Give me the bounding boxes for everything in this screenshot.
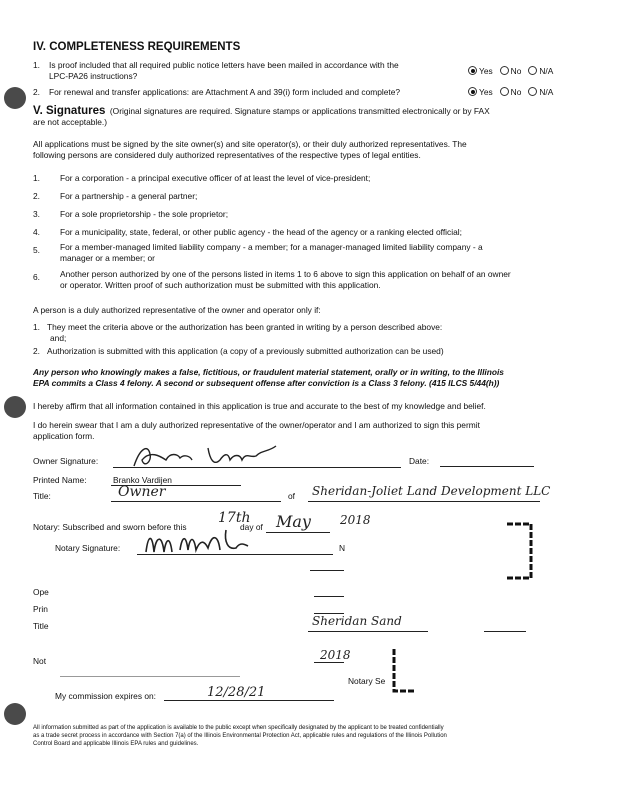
question-2-options	[468, 87, 553, 98]
q1-yes-label: Yes	[479, 66, 493, 76]
owner-signature	[130, 440, 280, 472]
question-1-text: Is proof included that all required public notice letters have been mailed in accordance with the	[49, 60, 399, 70]
list-item: For a sole proprietorship - the sole proprietor;	[60, 209, 229, 219]
footer-line: as a trade secret process in accordance with Section 7(a) of the Illinois Environmental Protection Act, applicable rules and regulations of the Illinois Pollution	[33, 733, 447, 739]
rep-item-number: 2.	[33, 346, 40, 356]
q1-yes-radio[interactable]	[468, 66, 477, 75]
list-item-number: 3.	[33, 209, 40, 219]
rep-item-number: 1.	[33, 322, 40, 332]
question-1-number: 1.	[33, 60, 40, 70]
operator-company-line-end[interactable]	[484, 631, 526, 632]
rep-item: Authorization is submitted with this application (a copy of a previously submitted authorization can be used)	[47, 346, 444, 356]
notary-2-year-value: 2018	[320, 648, 351, 662]
intro-text-2: following persons are considered duly authorized representatives of the respective types of legal entities.	[33, 150, 421, 160]
date-line[interactable]	[440, 466, 534, 467]
q1-na-radio[interactable]	[528, 66, 537, 75]
notary-signature	[140, 522, 270, 562]
printed-name-label: Printed Name:	[33, 475, 87, 485]
commission-line[interactable]	[164, 700, 334, 701]
q1-no-radio[interactable]	[500, 66, 509, 75]
felony-warning-2: EPA commits a Class 4 felony. A second or subsequent offense after conviction is a Class 3 felony. (415 ILCS 5/44(h))	[33, 378, 500, 388]
question-2-number: 2.	[33, 87, 40, 97]
list-item-number: 2.	[33, 191, 40, 201]
title-label: Title:	[33, 491, 51, 501]
list-item-cont: manager or a member; or	[60, 253, 155, 263]
operator-title-fragment: Title	[33, 621, 49, 631]
printed-fragment: Prin	[33, 604, 48, 614]
notary-seal-fragment: Notary Se	[348, 676, 386, 686]
footer	[33, 724, 447, 748]
section-5-note: (Original signatures are required. Signature stamps or applications transmitted electronically or by FAX	[109, 106, 490, 116]
notary-2-year-line[interactable]	[314, 662, 344, 663]
commission-label: My commission expires on:	[55, 691, 156, 701]
operator-fragment: Ope	[33, 587, 49, 597]
punch-hole	[4, 703, 26, 725]
list-item-number: 4.	[33, 227, 40, 237]
list-item: For a corporation - a principal executive officer of at least the level of vice-president;	[60, 173, 371, 183]
notary-seal-border	[505, 520, 535, 582]
list-item-number: 5.	[33, 245, 40, 255]
swear-statement: I do herein swear that I am a duly authorized representative of the owner/operator and I am authorized to sign this permit	[33, 420, 480, 430]
q2-no-label: No	[510, 87, 522, 97]
notary-day-of-label: day of	[240, 522, 263, 532]
intro-text: All applications must be signed by the site owner(s) and site operator(s), or their duly authorized representatives. The	[33, 139, 467, 149]
printed-name-value: Branko Vardijen	[113, 475, 172, 485]
owner-signature-label: Owner Signature:	[33, 456, 99, 466]
title-line[interactable]	[111, 501, 281, 502]
footer-line: All information submitted as part of the application is available to the public except when specifically designated by the applicant to be treated confidentially	[33, 725, 444, 731]
notary-month-line[interactable]	[266, 532, 330, 533]
q2-yes-label: Yes	[479, 87, 493, 97]
footer-line: Control Board and applicable Illinois EPA rules and guidelines.	[33, 741, 199, 747]
affirm-statement: I hereby affirm that all information contained in this application is true and accurate to the best of my knowledge and belief.	[33, 401, 486, 411]
operator-company-value: Sheridan Sand	[312, 614, 402, 628]
section-4-title: IV. COMPLETENESS REQUIREMENTS	[33, 41, 241, 53]
list-item: Another person authorized by one of the persons listed in items 1 to 6 above to sign this application on behalf of an owner	[60, 269, 511, 279]
rep-item-cont: and;	[50, 333, 67, 343]
felony-warning: Any person who knowingly makes a false, fictitious, or fraudulent material statement, orally or in writing, to the Illinois	[33, 367, 504, 377]
list-item-number: 6.	[33, 272, 40, 282]
section-5-note-2: are not acceptable.)	[33, 117, 108, 127]
rep-intro: A person is a duly authorized representative of the owner and operator only if:	[33, 305, 321, 315]
notary-signature-label: Notary Signature:	[55, 543, 121, 553]
list-item-number: 1.	[33, 173, 40, 183]
q2-yes-radio[interactable]	[468, 87, 477, 96]
title-value: Owner	[118, 484, 166, 500]
overlapping-scan-artifact	[60, 676, 240, 689]
q2-na-radio[interactable]	[528, 87, 537, 96]
q2-na-label: N/A	[539, 87, 554, 97]
punch-hole	[4, 87, 26, 109]
section-5-title: V. Signatures	[33, 105, 106, 117]
notary-month-value: May	[276, 512, 311, 531]
list-item: For a member-managed limited liability company - a member; for a manager-managed limited liability company - a	[60, 242, 483, 252]
operator-line[interactable]	[310, 570, 344, 571]
q2-no-radio[interactable]	[500, 87, 509, 96]
company-line[interactable]	[308, 501, 540, 502]
notary-day-value: 17th	[218, 510, 251, 526]
notary-2-fragment: Not	[33, 656, 47, 666]
notary-2-seal-border	[390, 645, 420, 695]
notary-signature-line[interactable]	[137, 554, 333, 555]
q1-na-label: N/A	[539, 66, 554, 76]
date-label: Date:	[409, 456, 430, 466]
swear-statement-2: application form.	[33, 431, 95, 441]
commission-value: 12/28/21	[207, 685, 266, 700]
q1-no-label: No	[510, 66, 522, 76]
question-1-text-2: LPC-PA26 instructions?	[49, 71, 138, 81]
of-label: of	[288, 491, 295, 501]
rep-item: They meet the criteria above or the authorization has been granted in writing by a person described above:	[47, 322, 443, 332]
notary-subscribed-label: Notary: Subscribed and sworn before this	[33, 522, 187, 532]
notary-year-value: 2018	[340, 513, 371, 527]
list-item: For a municipality, state, federal, or other public agency - the head of the agency or a ranking elected official;	[60, 227, 462, 237]
punch-hole	[4, 396, 26, 418]
company-value: Sheridan-Joliet Land Development LLC	[312, 484, 551, 498]
operator-signature-line[interactable]	[314, 596, 344, 597]
list-item: For a partnership - a general partner;	[60, 191, 198, 201]
list-item-cont: or operator. Written proof of such authorization must be submitted with this application.	[60, 280, 381, 290]
notary-fragment: N	[339, 543, 346, 553]
question-2-text: For renewal and transfer applications: are Attachment A and 39(i) form included and complete?	[49, 87, 401, 97]
question-1-options	[468, 66, 553, 77]
operator-company-line[interactable]	[308, 631, 428, 632]
